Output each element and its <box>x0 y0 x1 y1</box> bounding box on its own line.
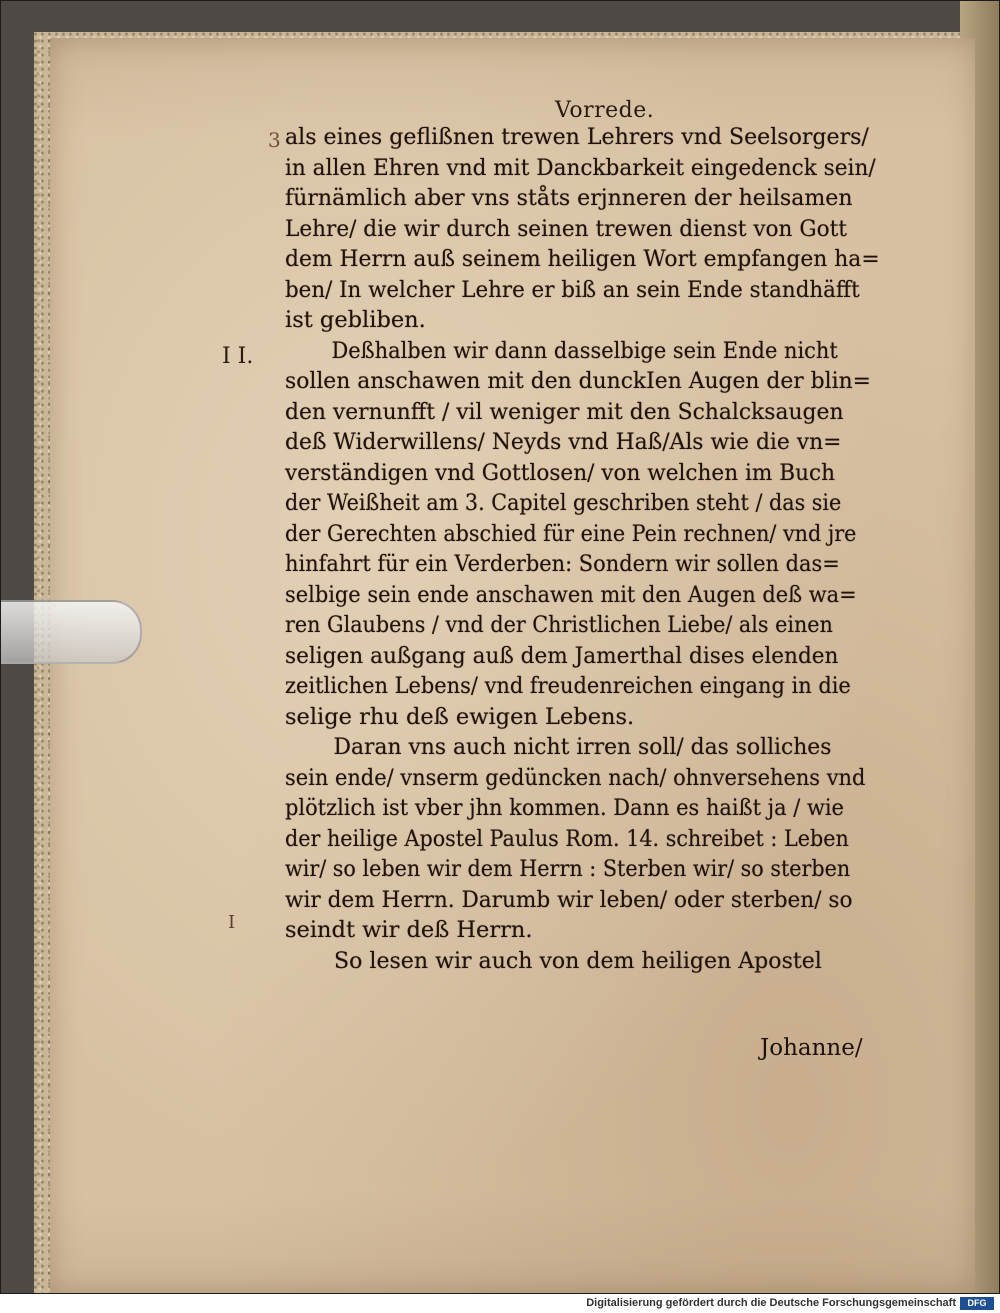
text-line: in allen Ehren vnd mit Danckbarkeit eingedenck sein/ <box>285 154 876 181</box>
text-line: sein ende/ vnserm gedüncken nach/ ohnversehens vnd <box>285 764 866 791</box>
text-line: der heilige Apostel Paulus Rom. 14. schreibet : Leben <box>285 825 849 852</box>
margin-line-marker: 3 <box>268 128 281 152</box>
margin-side-mark: I <box>228 912 236 933</box>
text-line: Lehre/ die wir durch seinen trewen dienst von Gott <box>285 215 847 242</box>
text-line: als eines geflißnen trewen Lehrers vnd Seelsorgers/ <box>285 124 869 150</box>
catchword: Johanne/ <box>760 1035 863 1061</box>
text-line: plötzlich ist vber jhn kommen. Dann es haißt ja / wie <box>285 795 844 821</box>
text-line: selige rhu deß ewigen Lebens. <box>285 703 635 730</box>
text-line: den vernunfft / vil weniger mit den Schalcksaugen <box>285 398 844 425</box>
text-line: zeitlichen Lebens/ vnd freudenreichen eingang in die <box>285 673 851 699</box>
text-line: deß Widerwillens/ Neyds vnd Haß/Als wie die vn= <box>285 429 842 455</box>
text-line: der Weißheit am 3. Capitel geschriben steht / das sie <box>285 490 842 516</box>
text-line: ben/ In welcher Lehre er biß an sein Ende standhäfft <box>285 276 860 303</box>
running-head: Vorrede. <box>555 98 655 123</box>
text-line: hinfahrt für ein Verderben: Sondern wir sollen das= <box>285 551 840 577</box>
text-line: So lesen wir auch von dem heiligen Apostel <box>334 947 822 974</box>
margin-section-number: I I. <box>222 344 254 369</box>
text-line: dem Herrn auß seinem heiligen Wort empfangen ha= <box>285 246 880 272</box>
text-line: wir/ so leben wir dem Herrn : Sterben wir/ so sterben <box>285 856 851 882</box>
text-line: seindt wir deß Herrn. <box>285 917 533 943</box>
text-line: fürnämlich aber vns ståts erjnneren der heilsamen <box>285 185 853 211</box>
text-line: sollen anschawen mit den dunckIen Augen der blin= <box>285 368 871 394</box>
text-line: selbige sein ende anschawen mit den Augen deß wa= <box>285 581 857 608</box>
text-line: ren Glaubens / vnd der Christlichen Liebe/ als einen <box>285 612 833 638</box>
footer-bar <box>0 1294 1000 1313</box>
text-line: ist gebliben. <box>285 307 426 333</box>
dfg-logo: DFG <box>960 1297 994 1310</box>
text-line: Daran vns auch nicht irren soll/ das solliches <box>333 734 832 760</box>
text-line: wir dem Herrn. Darumb wir leben/ oder sterben/ so <box>285 886 853 913</box>
funding-credit: Digitalisierung gefördert durch die Deutsche Forschungsgemeinschaft <box>586 1297 956 1309</box>
text-line: der Gerechten abschied für eine Pein rechnen/ vnd jre <box>285 520 857 547</box>
text-line: verständigen vnd Gottlosen/ von welchen im Buch <box>285 459 836 486</box>
text-line: Deßhalben wir dann dasselbige sein Ende nicht <box>331 337 838 364</box>
text-line: seligen außgang auß dem Jamerthal dises elenden <box>285 642 839 669</box>
